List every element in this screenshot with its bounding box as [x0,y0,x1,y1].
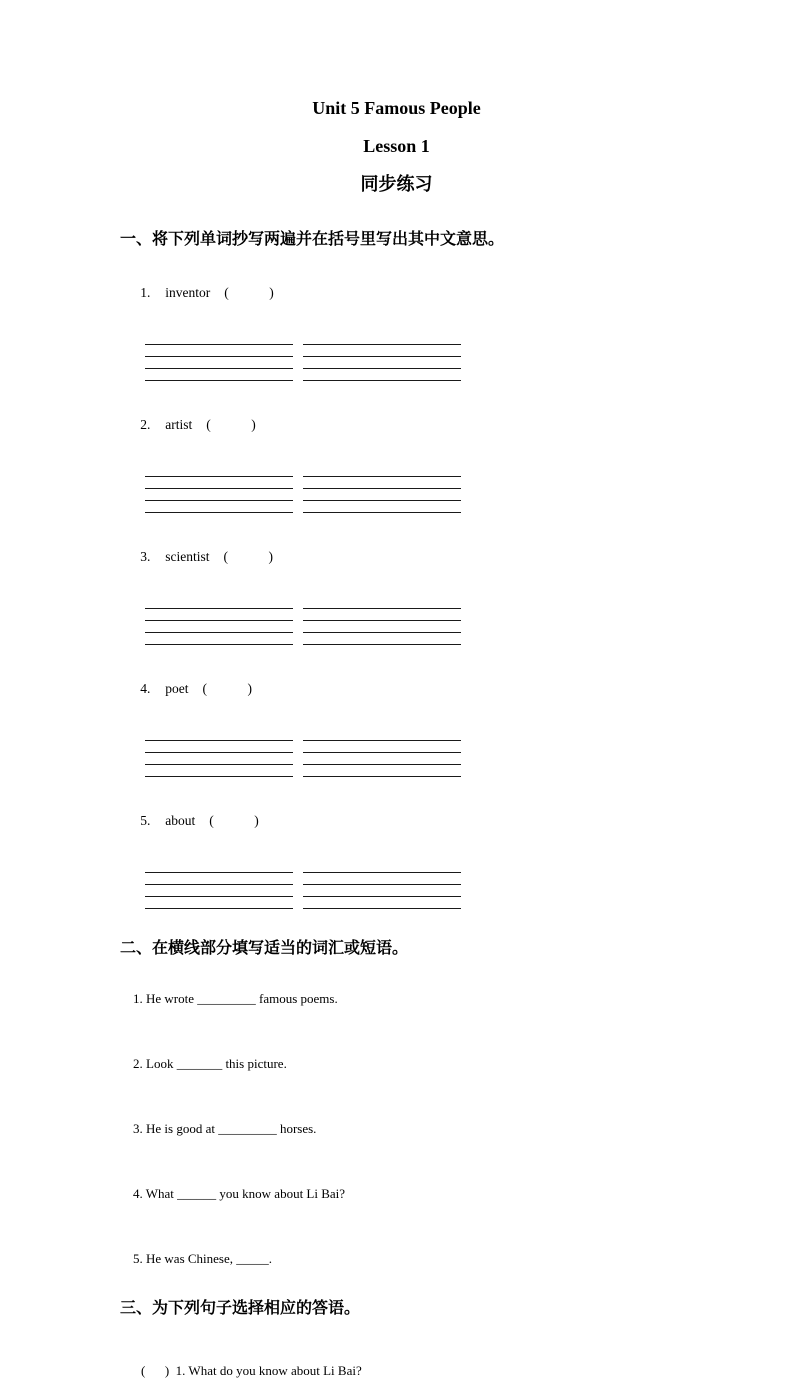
blank-writing-line [145,597,293,609]
word-number: 3. [140,549,154,564]
word-item [120,530,673,645]
fill-in-sentence [120,1233,673,1284]
blank-writing-line [145,753,293,765]
word-number: 5. [140,813,154,828]
blank-writing-line [145,741,293,753]
blank-writing-line [145,369,293,381]
blank-writing-line [303,609,461,621]
meaning-bracket: ( ) [224,285,274,300]
writing-lines [145,333,486,381]
meaning-bracket: ( ) [223,549,273,564]
meaning-bracket: ( ) [209,813,259,828]
word-line [120,794,673,848]
writing-lines [145,729,486,777]
blank-writing-line [303,873,461,885]
blank-writing-line [145,477,293,489]
question-text: ( ) 1. What do you know about Li Bai? [141,1363,362,1378]
blank-writing-line [303,741,461,753]
writing-lines [145,861,486,909]
section2-heading: 二、在横线部分填写适当的词汇或短语。 [120,940,409,957]
blank-writing-line [145,729,293,741]
word-item [120,266,673,381]
blank-writing-line [303,597,461,609]
word-text: poet [165,681,189,696]
fill-in-sentence [120,973,673,1024]
doc-subtitle-lesson: Lesson 1 [363,136,430,156]
word-item [120,662,673,777]
blank-writing-line [303,345,461,357]
blank-writing-line [303,357,461,369]
spacer [120,926,673,932]
blank-writing-line [145,489,293,501]
blank-writing-line [303,501,461,513]
fill-in-sentence [120,1103,673,1154]
word-number: 2. [140,417,154,432]
blank-writing-line [303,489,461,501]
blank-writing-line [145,885,293,897]
blank-writing-line [145,861,293,873]
word-number: 1. [140,285,154,300]
sentence-text: 5. He was Chinese, _____. [133,1251,273,1266]
blank-writing-line [145,633,293,645]
word-text: artist [165,417,193,432]
meaning-bracket: ( ) [202,681,252,696]
blank-writing-line [145,897,293,909]
blank-writing-line [145,873,293,885]
blank-writing-line [145,609,293,621]
section2-sentence-list [120,973,673,1284]
blank-writing-line [303,333,461,345]
sentence-text: 1. He wrote _________ famous poems. [133,991,338,1006]
blank-writing-line [303,729,461,741]
choice-question [128,1345,673,1396]
sentence-text: 3. He is good at _________ horses. [133,1121,317,1136]
blank-writing-line [303,621,461,633]
sentence-text: 4. What ______ you know about Li Bai? [133,1186,346,1201]
fill-in-sentence [120,1168,673,1219]
blank-writing-line [303,633,461,645]
writing-lines [145,465,486,513]
blank-writing-line [145,621,293,633]
word-text: inventor [165,285,211,300]
blank-writing-line [145,465,293,477]
blank-writing-line [145,765,293,777]
writing-lines [145,597,486,645]
blank-writing-line [303,765,461,777]
blank-writing-line [145,345,293,357]
blank-writing-line [303,465,461,477]
word-line [120,530,673,584]
word-line [120,398,673,452]
blank-writing-line [303,369,461,381]
section1-word-list [120,266,673,909]
word-item [120,398,673,513]
blank-writing-line [303,897,461,909]
doc-title: Unit 5 Famous People [312,98,481,118]
fill-in-sentence [120,1038,673,1089]
section1-heading: 一、将下列单词抄写两遍并在括号里写出其中文意思。 [120,231,505,248]
word-text: scientist [165,549,210,564]
word-text: about [165,813,196,828]
blank-writing-line [303,861,461,873]
section3-heading: 三、为下列句子选择相应的答语。 [120,1300,361,1317]
meaning-bracket: ( ) [206,417,256,432]
blank-writing-line [145,333,293,345]
sentence-text: 2. Look _______ this picture. [133,1056,287,1071]
blank-writing-line [145,357,293,369]
word-line [120,662,673,716]
section3-question-list [120,1345,673,1396]
blank-writing-line [145,501,293,513]
word-line [120,266,673,320]
word-number: 4. [140,681,154,696]
blank-writing-line [303,753,461,765]
blank-writing-line [303,885,461,897]
doc-subtitle-practice: 同步练习 [360,174,433,194]
word-item [120,794,673,909]
blank-writing-line [303,477,461,489]
